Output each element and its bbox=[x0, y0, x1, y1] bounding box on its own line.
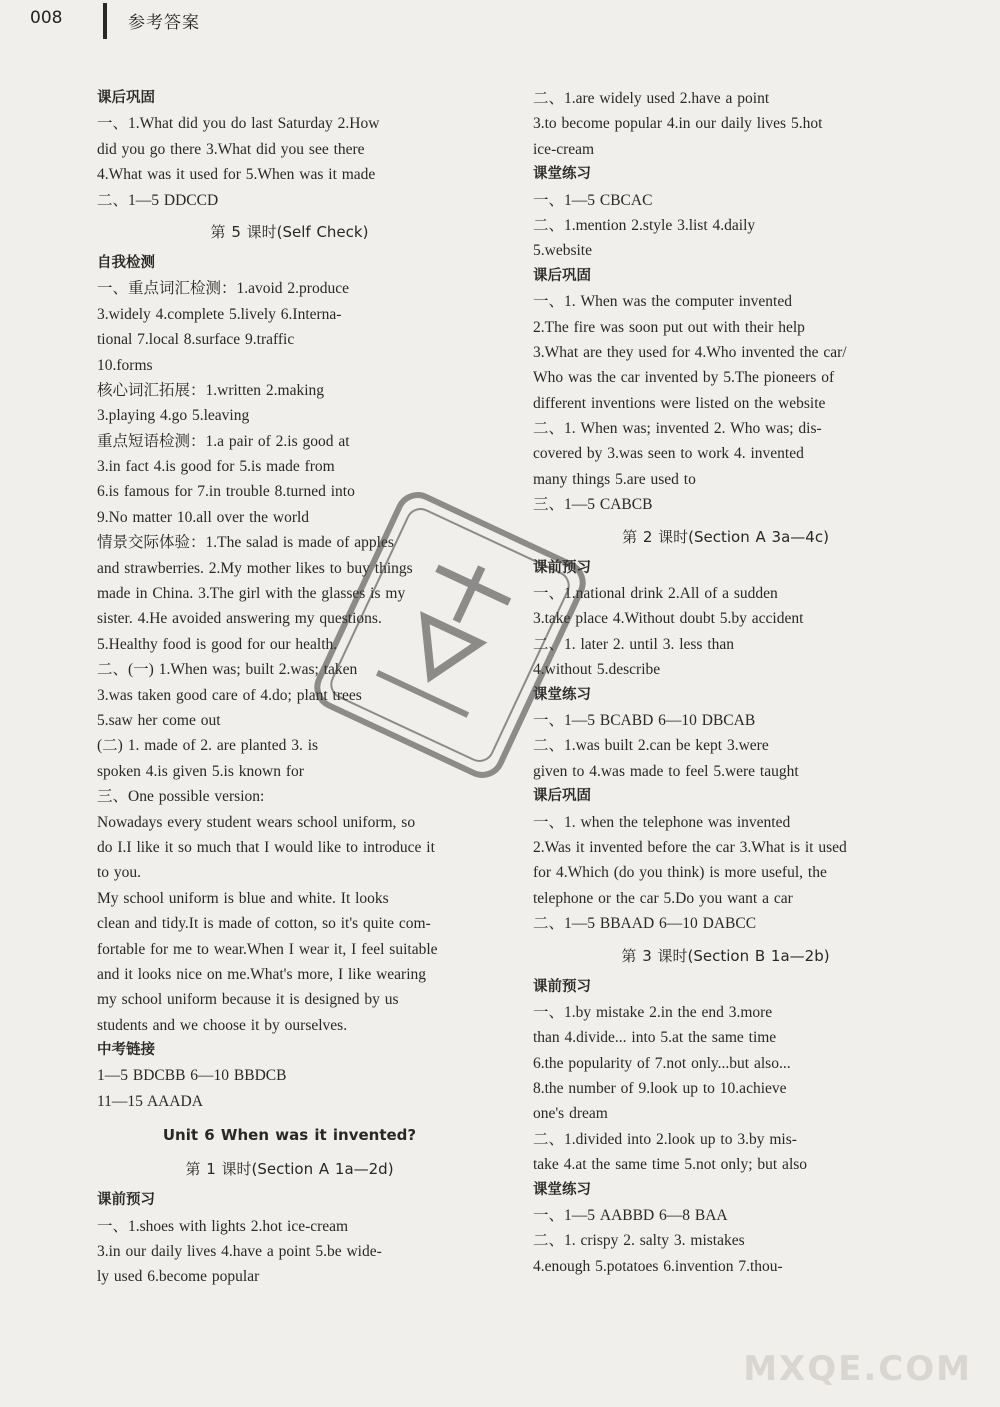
answer-line: 二、1.was built 2.can be kept 3.were bbox=[533, 737, 769, 755]
unit-heading: Unit 6 When was it invented? bbox=[162, 1126, 417, 1145]
answer-line: 4.without 5.describe bbox=[533, 661, 661, 679]
answer-line: 2.The fire was soon put out with their help bbox=[533, 318, 805, 336]
answer-line: 3.take place 4.Without doubt 5.by accident bbox=[533, 610, 804, 628]
answer-line: 二、(一) 1.When was; built 2.was; taken bbox=[97, 661, 358, 679]
answer-line: 一、1.national drink 2.All of a sudden bbox=[533, 585, 778, 603]
page-header bbox=[0, 0, 1000, 40]
lesson-heading: 第 2 课时(Section A 3a—4c) bbox=[622, 527, 829, 546]
answer-line: than 4.divide... into 5.at the same time bbox=[533, 1029, 777, 1047]
answer-line: 核心词汇拓展：1.written 2.making bbox=[97, 381, 325, 399]
answer-line: different inventions were listed on the website bbox=[533, 394, 826, 412]
answer-line: and strawberries. 2.My mother likes to buy things bbox=[97, 559, 413, 577]
answer-line: 4.What was it used for 5.When was it made bbox=[97, 166, 376, 184]
section-label: 课堂练习 bbox=[533, 166, 591, 183]
answer-line: 4.enough 5.potatoes 6.invention 7.thou- bbox=[533, 1257, 783, 1275]
answer-line: do I.I like it so much that I would like to introduce it bbox=[97, 838, 435, 856]
answer-line: 一、1. When was the computer invented bbox=[533, 293, 792, 311]
page-number: 008 bbox=[30, 8, 63, 28]
answer-line: 3.widely 4.complete 5.lively 6.Interna- bbox=[97, 305, 342, 323]
section-label: 课后巩固 bbox=[97, 90, 155, 106]
answer-line: 一、1.by mistake 2.in the end 3.more bbox=[533, 1003, 773, 1021]
answer-line: 11—15 AAADA bbox=[97, 1092, 203, 1110]
answer-line: 一、1—5 BCABD 6—10 DBCAB bbox=[533, 711, 756, 729]
section-label: 课堂练习 bbox=[533, 686, 591, 703]
answer-line: 二、1. later 2. until 3. less than bbox=[533, 635, 735, 653]
watermark-logo: MXQE.COM bbox=[743, 1349, 972, 1389]
answer-line: many things 5.are used to bbox=[533, 470, 696, 488]
answer-line: for 4.Which (do you think) is more useful, the bbox=[533, 864, 827, 882]
answer-line: 10.forms bbox=[97, 356, 153, 374]
section-label: 课后巩固 bbox=[533, 788, 591, 805]
section-label: 课堂练习 bbox=[533, 1181, 591, 1198]
answer-line: telephone or the car 5.Do you want a car bbox=[533, 889, 793, 907]
answer-line: 6.is famous for 7.in trouble 8.turned into bbox=[97, 483, 355, 501]
answer-line: 三、1—5 CABCB bbox=[533, 496, 653, 514]
answer-line: 二、1.mention 2.style 3.list 4.daily bbox=[533, 216, 756, 234]
answer-line: 5.saw her come out bbox=[97, 711, 221, 729]
answer-line: students and we choose it by ourselves. bbox=[97, 1016, 348, 1034]
answer-line: to you. bbox=[97, 864, 142, 882]
answer-line: and it looks nice on me.What's more, I like wearing bbox=[97, 965, 427, 983]
answer-line: 3.to become popular 4.in our daily lives 5.hot bbox=[533, 115, 823, 133]
answer-line: 3.What are they used for 4.Who invented the car/ bbox=[533, 343, 847, 361]
answer-line: ice-cream bbox=[533, 140, 595, 158]
header-divider bbox=[103, 3, 107, 39]
answer-line: 一、1—5 AABBD 6—8 BAA bbox=[533, 1207, 728, 1225]
answer-line: 5.website bbox=[533, 242, 592, 260]
answer-line: 二、1.are widely used 2.have a point bbox=[533, 90, 770, 107]
answer-line: sister. 4.He avoided answering my questions. bbox=[97, 610, 382, 628]
answer-line: my school uniform because it is designed by us bbox=[97, 991, 399, 1009]
answer-line: tional 7.local 8.surface 9.traffic bbox=[97, 331, 295, 349]
answer-line: Who was the car invented by 5.The pioneers of bbox=[533, 369, 835, 387]
answer-line: made in China. 3.The girl with the glasses is my bbox=[97, 585, 406, 603]
lesson-heading: 第 1 课时(Section A 1a—2d) bbox=[185, 1160, 394, 1179]
answer-line: covered by 3.was seen to work 4. invented bbox=[533, 445, 804, 463]
section-label: 课前预习 bbox=[97, 1192, 155, 1209]
answer-line: 6.the popularity of 7.not only...but also... bbox=[533, 1054, 791, 1072]
answer-line: 二、1. crispy 2. salty 3. mistakes bbox=[533, 1232, 745, 1250]
answer-line: clean and tidy.It is made of cotton, so it's quite com- bbox=[97, 915, 431, 933]
lesson-heading: 第 5 课时(Self Check) bbox=[210, 222, 369, 241]
answer-line: did you go there 3.What did you see there bbox=[97, 140, 365, 158]
answer-line: My school uniform is blue and white. It looks bbox=[97, 889, 389, 907]
answer-line: 一、重点词汇检测：1.avoid 2.produce bbox=[97, 280, 349, 298]
answer-line: 二、1.divided into 2.look up to 3.by mis- bbox=[533, 1130, 797, 1148]
answer-line: 重点短语检测：1.a pair of 2.is good at bbox=[97, 432, 350, 450]
section-label: 课前预习 bbox=[533, 978, 591, 995]
answer-line: 5.Healthy food is good for our health. bbox=[97, 635, 338, 653]
answer-line: Nowadays every student wears school uniform, so bbox=[97, 813, 416, 831]
answer-line: take 4.at the same time 5.not only; but also bbox=[533, 1156, 808, 1174]
answer-line: 3.in fact 4.is good for 5.is made from bbox=[97, 458, 335, 476]
right-column bbox=[533, 86, 918, 1279]
answer-line: 3.in our daily lives 4.have a point 5.be wide- bbox=[97, 1243, 382, 1261]
answer-line: 2.Was it invented before the car 3.What is it used bbox=[533, 838, 847, 856]
section-label: 课前预习 bbox=[533, 559, 591, 576]
section-label: 课后巩固 bbox=[533, 267, 591, 284]
answer-line: fortable for me to wear.When I wear it, I feel suitable bbox=[97, 940, 438, 958]
answer-line: (二) 1. made of 2. are planted 3. is bbox=[97, 737, 319, 755]
answer-line: 一、1. when the telephone was invented bbox=[533, 813, 791, 831]
header-title: 参考答案 bbox=[128, 13, 200, 33]
answer-line: 一、1.shoes with lights 2.hot ice-cream bbox=[97, 1217, 349, 1235]
section-label: 自我检测 bbox=[97, 254, 155, 271]
answer-line: 情景交际体验：1.The salad is made of apples bbox=[97, 534, 394, 552]
answer-line: 二、1—5 BBAAD 6—10 DABCC bbox=[533, 915, 757, 933]
lesson-heading: 第 3 课时(Section B 1a—2b) bbox=[621, 946, 830, 965]
answer-line: 8.the number of 9.look up to 10.achieve bbox=[533, 1080, 787, 1098]
answer-line: 三、One possible version: bbox=[97, 788, 265, 806]
answer-line: ly used 6.become popular bbox=[97, 1268, 260, 1286]
answer-line: 1—5 BDCBB 6—10 BBDCB bbox=[97, 1067, 287, 1085]
answer-line: 一、1.What did you do last Saturday 2.How bbox=[97, 115, 380, 133]
answer-line: given to 4.was made to feel 5.were taught bbox=[533, 762, 799, 780]
answer-line: 二、1. When was; invented 2. Who was; dis- bbox=[533, 420, 822, 438]
section-label: 中考链接 bbox=[97, 1042, 155, 1059]
answer-line: one's dream bbox=[533, 1105, 608, 1123]
answer-line: spoken 4.is given 5.is known for bbox=[97, 762, 304, 780]
answer-line: 9.No matter 10.all over the world bbox=[97, 508, 310, 526]
answer-line: 一、1—5 CBCAC bbox=[533, 191, 653, 209]
answer-line: 二、1—5 DDCCD bbox=[97, 191, 219, 209]
answer-line: 3.playing 4.go 5.leaving bbox=[97, 407, 250, 425]
answer-line: 3.was taken good care of 4.do; plant trees bbox=[97, 686, 362, 704]
